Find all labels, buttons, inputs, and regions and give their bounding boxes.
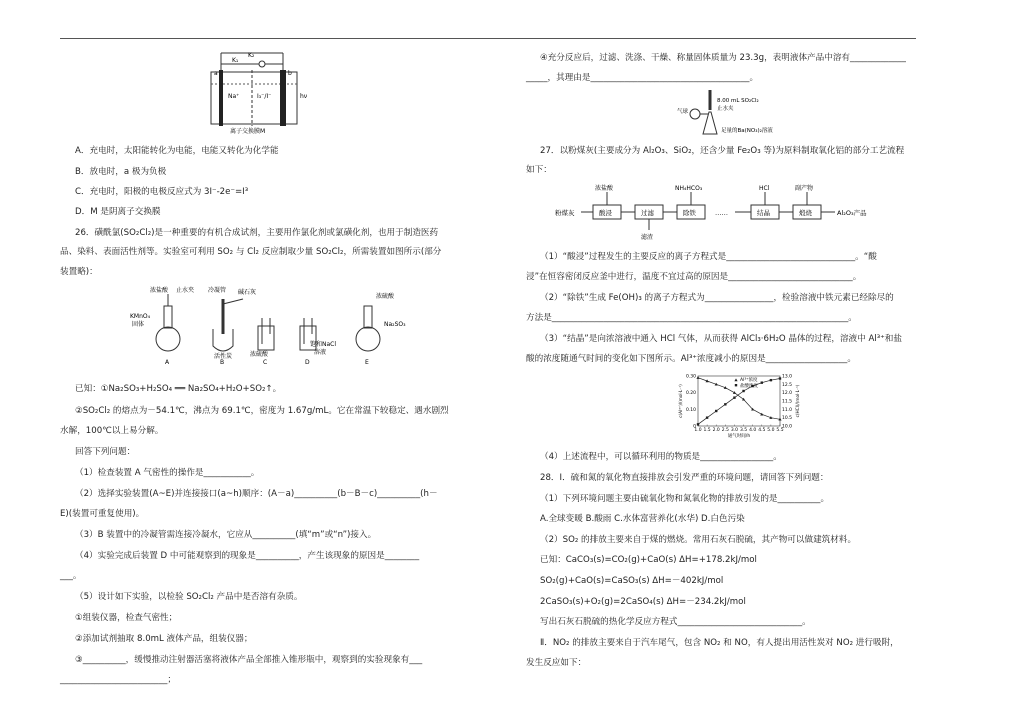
r1b: 浸”在恒容密闭反应釜中进行，温度不宜过高的原因是_____________________________。 — [526, 272, 862, 282]
r1a: （1）“酸浸”过程发生的主要反应的离子方程式是______________________________。“酸 — [540, 252, 877, 262]
y2-tick-label: 11.5 — [782, 399, 793, 405]
eq-1: 已知：CaCO₃(s)=CO₂(g)+CaO(s) ΔH=+178.2kJ/mol — [540, 555, 757, 565]
hcl-point — [697, 423, 699, 425]
svg-text:浓硫酸: 浓硫酸 — [250, 351, 269, 358]
al-point — [733, 391, 736, 394]
a-label: a — [214, 70, 218, 77]
hcl-point — [733, 396, 735, 398]
step-4b: _____，其理由是_____________________________________。 — [526, 73, 759, 83]
r2b: 方法是_____________________________________________________________________。 — [526, 313, 857, 323]
hcl-point — [742, 390, 744, 392]
option-a: A．充电时，太阳能转化为电能，电能又转化为化学能 — [75, 146, 279, 156]
y2-tick-label: 12.5 — [782, 382, 793, 388]
k2-label: K₂ — [248, 52, 255, 59]
light-label: hν — [300, 93, 308, 100]
x-tick-label: 2.5 — [721, 428, 729, 433]
svg-text:Na₂SO₃: Na₂SO₃ — [384, 321, 406, 328]
x-tick-label: 3.5 — [739, 428, 748, 433]
q26-2a: （2）选择实验装置(A~E)并连接接口(a~h)顺序：(A－a)__________(b－B－c)__________(h－ — [75, 489, 438, 499]
svg-text:煅烧: 煅烧 — [799, 209, 812, 217]
legend-hcl-marker — [735, 384, 737, 386]
iodide-label: I₃⁻/I⁻ — [257, 93, 272, 100]
legend-hcl-label: 盐酸浓度 — [740, 384, 758, 389]
al-point — [696, 376, 699, 379]
x-tick-label: 1.5 — [703, 428, 711, 433]
y-tick-label: 0.10 — [685, 407, 696, 413]
x-tick-label: 2.0 — [712, 428, 720, 433]
option-c: C．充电时，阳极的电极反应式为 3I⁻-2e⁻=I³ — [75, 187, 249, 197]
svg-text:止水夹: 止水夹 — [717, 106, 734, 112]
step-4a: ④充分反应后，过滤、洗涤、干燥、称量固体质量为 23.3g，表明液体产品中溶有_____________ — [540, 53, 906, 63]
eq-3: 2CaSO₃(s)+O₂(g)=2CaSO₄(s) ΔH=－234.2kJ/mol — [540, 597, 746, 607]
q28: 28．Ⅰ．硫和氮的氧化物直接排放会引发严重的环境问题，请回答下列问题： — [540, 473, 829, 483]
series-al-line — [698, 378, 780, 420]
r2a: （2）“除铁”生成 Fe(OH)₃ 的离子方程式为________________，检验溶液中铁元素已经除尽的 — [540, 293, 894, 303]
svg-text:KMnO₄: KMnO₄ — [130, 313, 151, 320]
x-tick-label: 4.0 — [749, 428, 757, 433]
t2: （2）SO₂ 的排放主要来自于煤的燃烧。常用石灰石脱硫，其产物可以做建筑材料。 — [540, 535, 857, 545]
svg-text:E: E — [365, 359, 369, 366]
x-axis-label: 通气时间/h — [727, 434, 751, 439]
y2-tick-label: 10.5 — [782, 416, 793, 422]
series-hcl-line — [698, 379, 780, 425]
svg-text:活性炭: 活性炭 — [214, 353, 233, 360]
svg-text:D: D — [305, 359, 310, 366]
t1: （1）下列环境问题主要由硫氧化物和氮氧化物的排放引发的是__________。 — [540, 494, 830, 504]
y2-tick-label: 10.0 — [782, 424, 793, 430]
x-tick-label: 5.5 — [776, 428, 784, 433]
hcl-point — [706, 416, 708, 418]
q26-4b: ___。 — [60, 571, 82, 581]
hcl-point — [715, 410, 717, 412]
hcl-point — [761, 381, 763, 383]
svg-text:浓盐酸: 浓盐酸 — [595, 185, 614, 192]
q27b: 如下： — [526, 165, 552, 175]
eq-2: SO₂(g)+CaO(s)=CaSO₃(s) ΔH=－402kJ/mol — [540, 576, 724, 586]
step-3b: _________________________； — [60, 675, 177, 685]
y2-tick-label: 12.0 — [782, 391, 793, 397]
q26-line1: 26．磺酰氯(SO₂Cl₂)是一种重要的有机合成试剂，主要用作氯化剂或氯磺化剂，也用于制造医药 — [75, 228, 439, 238]
svg-text:浓硫酸: 浓硫酸 — [376, 293, 395, 300]
q26-5: （5）设计如下实验，以检验 SO₂Cl₂ 产品中是否溶有杂质。 — [75, 592, 303, 602]
svg-text:浓盐酸: 浓盐酸 — [150, 287, 169, 294]
svg-text:8.00 mL SO₂Cl₂: 8.00 mL SO₂Cl₂ — [717, 98, 759, 104]
x-tick-label: 5.0 — [767, 428, 775, 433]
q26-2b: E)(装置可重复使用)。 — [60, 509, 145, 519]
eq-4: 写出石灰石脱硫的热化学反应方程式_____________________________。 — [540, 617, 811, 627]
y-tick-label: 0 — [693, 424, 696, 430]
svg-text:冷凝管: 冷凝管 — [208, 287, 227, 294]
al-point — [760, 413, 763, 416]
q26-1: （1）检查装置 A 气密性的操作是___________。 — [75, 468, 260, 478]
q26-line2: 品、染料、表面活性剂等。实验室可利用 SO₂ 与 Cl₂ 反应制取少量 SO₂Cl₂，所需装置如图所示(部分 — [60, 247, 442, 257]
q26-3: （3）B 装置中的冷凝管需连接冷凝水，它应从__________(填“m”或“n”)接入。 — [75, 530, 377, 540]
svg-text:Al₂O₃产品: Al₂O₃产品 — [837, 209, 867, 217]
q27a: 27．以粉煤灰(主要成分为 Al₂O₃、SiO₂，还含少量 Fe₂O₃ 等)为原料制取氧化铝的部分工艺流程 — [540, 146, 905, 156]
x-tick-label: 3.0 — [730, 428, 739, 433]
hcl-point — [724, 403, 726, 405]
flow-figure — [555, 182, 885, 242]
apparatus-figure — [128, 284, 428, 368]
svg-text:止水夹: 止水夹 — [176, 287, 195, 294]
concentration-chart — [676, 370, 802, 442]
svg-text:除铁: 除铁 — [683, 209, 696, 217]
y2-tick-label: 11.0 — [782, 407, 793, 413]
svg-text:固体: 固体 — [132, 321, 145, 328]
k1-label: K₁ — [232, 57, 239, 64]
plot-frame — [698, 376, 780, 426]
n2: 发生反应如下： — [526, 658, 587, 668]
option-d: D．M 是阴离子交换膜 — [75, 207, 161, 217]
legend-al-marker — [734, 378, 737, 381]
svg-text:NH₄HCO₃: NH₄HCO₃ — [675, 185, 703, 192]
x-tick-label: 1.0 — [694, 428, 702, 433]
top-rule — [60, 38, 916, 39]
svg-text:碱石灰: 碱石灰 — [238, 289, 257, 296]
hcl-point — [779, 377, 781, 379]
membrane-label: 离子交换膜M — [230, 128, 266, 135]
svg-text:……: …… — [715, 209, 728, 217]
option-b: B．放电时，a 极为负极 — [75, 167, 167, 177]
cell-figure — [210, 50, 310, 135]
svg-text:酸浸: 酸浸 — [599, 209, 612, 217]
r4: （4）上述流程中，可以循环利用的物质是_________________。 — [540, 452, 782, 462]
n1: Ⅱ．NO₂ 的排放主要来自于汽车尾气，包含 NO₂ 和 NO，有人提出用活性炭对 NO₂ 进行吸附， — [540, 638, 899, 648]
r3a: （3）“结晶”是向浓溶液中通入 HCl 气体，从而获得 AlCl₃·6H₂O 晶体的过程，溶液中 Al³⁺和盐 — [540, 334, 902, 344]
svg-text:B: B — [220, 359, 225, 366]
y-tick-label: 0.20 — [685, 391, 696, 397]
legend-al-label: Al³⁺浓度 — [740, 378, 758, 383]
known-1: 已知：①Na₂SO₃+H₂SO₄ ══ Na₂SO₄+H₂O+SO₂↑。 — [75, 384, 282, 394]
y-tick-label: 0.30 — [685, 374, 696, 380]
svg-text:结晶: 结晶 — [757, 209, 770, 217]
t1-options: A.全球变暖 B.酸雨 C.水体富营养化(水华) D.白色污染 — [540, 514, 745, 524]
na-label: Na⁺ — [228, 93, 240, 100]
svg-text:饱和NaCl: 饱和NaCl — [310, 341, 337, 348]
svg-text:HCl: HCl — [759, 185, 770, 192]
known-2a: ②SO₂Cl₂ 的熔点为－54.1℃，沸点为 69.1℃，密度为 1.67g/mL。它在常温下较稳定、遇水剧烈 — [75, 406, 449, 416]
y-axis-label: c(Al³⁺)/(mol·L⁻¹) — [678, 384, 683, 418]
q26-line3: 装置略)： — [60, 267, 98, 277]
step-2: ②添加试剂抽取 8.0mL 液体产品，组装仪器； — [75, 634, 253, 644]
y2-tick-label: 13.0 — [782, 374, 793, 380]
q26-4a: （4）实验完成后装置 D 中可能观察到的现象是__________，产生该现象的原因是________ — [75, 551, 420, 561]
step-3a: ③__________，缓慢推动注射器活塞将液体产品全部推入锥形瓶中，观察到的实验现象有___ — [75, 655, 423, 665]
svg-text:溶液: 溶液 — [314, 349, 327, 356]
r3b: 酸的浓度随通气时间的变化如下图所示。Al³⁺浓度减小的原因是___________________。 — [526, 354, 856, 364]
b-label: b — [288, 70, 292, 77]
q-intro: 回答下列问题： — [75, 447, 136, 457]
hcl-point — [770, 379, 772, 381]
known-2b: 水解，100℃以上易分解。 — [60, 426, 164, 436]
svg-text:滤渣: 滤渣 — [641, 234, 654, 241]
flask-figure — [665, 88, 825, 136]
svg-text:粉煤灰: 粉煤灰 — [555, 209, 575, 217]
svg-text:A: A — [165, 359, 170, 366]
svg-text:副产物: 副产物 — [795, 185, 814, 192]
svg-text:C: C — [263, 359, 268, 366]
x-tick-label: 4.5 — [758, 428, 766, 433]
step-1: ①组装仪器，检查气密性； — [75, 613, 178, 623]
y2-axis-label: c(HCl)/(mol·L⁻¹) — [795, 384, 800, 418]
svg-text:过滤: 过滤 — [641, 209, 654, 217]
svg-text:足量的Ba(NO₃)₂溶液: 足量的Ba(NO₃)₂溶液 — [721, 128, 773, 134]
svg-text:气球: 气球 — [677, 109, 689, 115]
